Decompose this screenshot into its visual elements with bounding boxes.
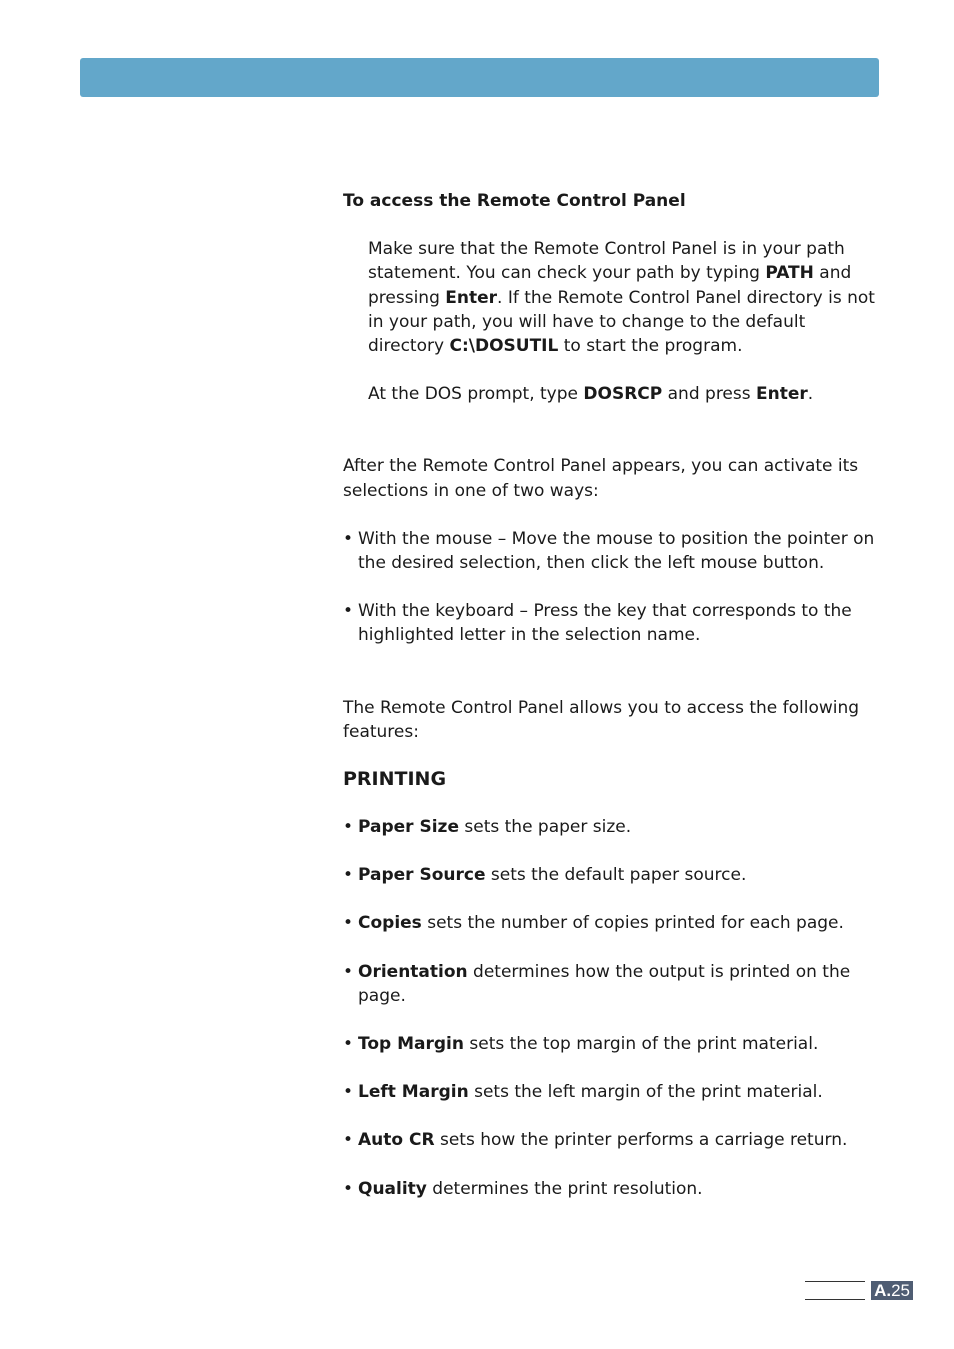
feature-description: sets the default paper source. — [485, 865, 747, 886]
feature-item — [343, 815, 883, 839]
chapter-label: A. — [874, 1281, 892, 1300]
emphasis-text: Enter — [445, 287, 498, 308]
page-number: 25 — [891, 1281, 910, 1300]
page-number-badge — [871, 1281, 913, 1300]
feature-term: Quality — [358, 1178, 427, 1199]
body-text: . — [807, 384, 814, 405]
feature-item — [343, 960, 883, 1008]
body-text: . If the Remote Control Panel directory is not in your path, you will have to change to the default directory — [368, 287, 875, 357]
mouse-method-text: With the mouse – Move the mouse to position the pointer on the desired selection, then click the left mouse button. — [358, 528, 875, 574]
emphasis-text: C:\DOSUTIL — [449, 336, 559, 357]
body-text: At the DOS prompt, type — [368, 384, 584, 405]
feature-description: sets the top margin of the print material. — [463, 1034, 819, 1055]
dos-prompt-instructions — [343, 382, 883, 406]
body-text: to start the program. — [558, 336, 743, 357]
feature-term: Auto CR — [358, 1130, 435, 1151]
feature-term: Copies — [358, 913, 422, 934]
bullet-icon: • — [343, 528, 354, 549]
feature-description: sets the left margin of the print material. — [468, 1082, 823, 1103]
activation-intro: After the Remote Control Panel appears, you can activate its selections in one of two ways: — [343, 456, 859, 501]
list-item — [343, 527, 883, 575]
list-item — [343, 599, 883, 647]
path-instructions — [343, 237, 883, 358]
feature-term: Paper Source — [358, 865, 486, 886]
printing-feature-list — [343, 815, 883, 1201]
bullet-icon: • — [343, 913, 354, 934]
bullet-icon: • — [343, 1034, 354, 1055]
feature-description: determines how the output is printed on the page. — [358, 961, 851, 1006]
bullet-icon: • — [343, 1082, 354, 1103]
feature-term: Top Margin — [358, 1034, 464, 1055]
feature-description: sets the number of copies printed for each page. — [421, 913, 844, 934]
body-text: and pressing — [368, 263, 852, 308]
main-content — [343, 189, 883, 1201]
footer-rule-top — [805, 1281, 865, 1282]
bullet-icon: • — [343, 1130, 354, 1151]
bullet-icon: • — [343, 817, 354, 838]
emphasis-text: PATH — [765, 263, 814, 284]
feature-description: sets the paper size. — [458, 817, 632, 838]
feature-item — [343, 863, 883, 887]
feature-item — [343, 1032, 883, 1056]
bullet-icon: • — [343, 601, 354, 622]
feature-item — [343, 1177, 883, 1201]
access-heading: To access the Remote Control Panel — [343, 191, 686, 211]
feature-item — [343, 1080, 883, 1104]
feature-term: Paper Size — [358, 817, 459, 838]
feature-term: Left Margin — [358, 1082, 469, 1103]
features-intro: The Remote Control Panel allows you to access the following features: — [343, 697, 860, 742]
feature-description: determines the print resolution. — [426, 1178, 703, 1199]
bullet-icon: • — [343, 865, 354, 886]
body-text: Make sure that the Remote Control Panel is in your path statement. You can check your path by typing — [368, 239, 845, 284]
bullet-icon: • — [343, 1178, 354, 1199]
emphasis-text: DOSRCP — [583, 384, 663, 405]
feature-term: Orientation — [358, 961, 468, 982]
body-text: and press — [662, 384, 757, 405]
section-title-printing: PRINTING — [343, 768, 447, 791]
emphasis-text: Enter — [756, 384, 808, 405]
keyboard-method-text: With the keyboard – Press the key that corresponds to the highlighted letter in the selection name. — [358, 601, 852, 646]
feature-item — [343, 1128, 883, 1152]
bullet-icon: • — [343, 961, 354, 982]
feature-item — [343, 911, 883, 935]
header-bar — [80, 58, 879, 97]
feature-description: sets how the printer performs a carriage return. — [434, 1130, 848, 1151]
footer-rule-bottom — [805, 1299, 865, 1300]
